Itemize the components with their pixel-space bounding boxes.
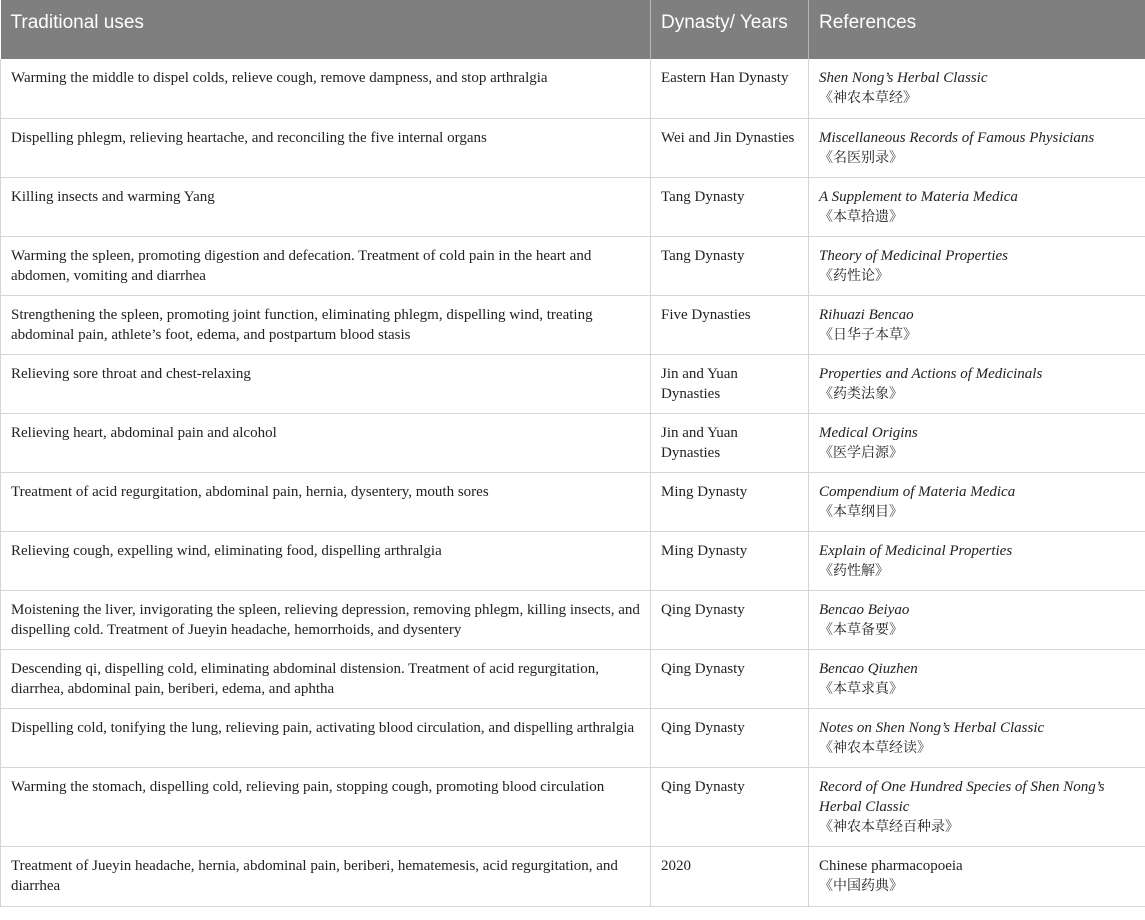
reference-cell [809,236,1145,295]
reference-cell [809,649,1145,708]
table-header [1,0,1145,59]
reference-cell [809,177,1145,236]
reference-cell [809,708,1145,767]
reference-english: Compendium of Materia Medica [819,483,1016,500]
table-row [1,413,1145,472]
reference-chinese: 《药类法象》 [819,385,903,402]
dynasty-cell: Ming Dynasty [651,472,809,531]
reference-english: Properties and Actions of Medicinals [819,365,1043,382]
table-row [1,295,1145,354]
header-row [1,0,1145,59]
header-dynasty-years: Dynasty/ Years [651,0,809,59]
reference-english: Rihuazi Bencao [819,306,914,323]
use-cell: Treatment of Jueyin headache, hernia, abdominal pain, beriberi, hematemesis, acid regurgitation, and diarrhea [1,846,651,906]
header-references: References [809,0,1145,59]
reference-chinese: 《本草纲目》 [819,503,903,520]
dynasty-cell: Tang Dynasty [651,177,809,236]
use-cell: Treatment of acid regurgitation, abdominal pain, hernia, dysentery, mouth sores [1,472,651,531]
table-row [1,236,1145,295]
reference-english: Theory of Medicinal Properties [819,247,1008,264]
use-cell: Warming the middle to dispel colds, relieve cough, remove dampness, and stop arthralgia [1,59,651,118]
reference-cell [809,846,1145,906]
use-cell: Warming the stomach, dispelling cold, relieving pain, stopping cough, promoting blood circulation [1,767,651,846]
reference-english: Miscellaneous Records of Famous Physicians [819,129,1095,146]
reference-cell [809,59,1145,118]
reference-cell [809,767,1145,846]
header-traditional-uses: Traditional uses [1,0,651,59]
use-cell: Dispelling cold, tonifying the lung, relieving pain, activating blood circulation, and dispelling arthralgia [1,708,651,767]
reference-chinese: 《药性论》 [819,267,889,284]
dynasty-cell: Qing Dynasty [651,767,809,846]
dynasty-cell: Wei and Jin Dynasties [651,118,809,177]
dynasty-cell: Jin and Yuan Dynasties [651,413,809,472]
reference-english: A Supplement to Materia Medica [819,188,1018,205]
dynasty-cell: Qing Dynasty [651,590,809,649]
table-row [1,708,1145,767]
dynasty-cell: Jin and Yuan Dynasties [651,354,809,413]
use-cell: Moistening the liver, invigorating the spleen, relieving depression, removing phlegm, killing insects, and dispelling cold. Treatment of Jueyin headache, hemorrhoids, and dysentery [1,590,651,649]
reference-chinese: 《神农本草经读》 [819,739,931,756]
dynasty-cell: Qing Dynasty [651,708,809,767]
reference-chinese: 《本草求真》 [819,680,903,697]
reference-chinese: 《本草拾遗》 [819,208,903,225]
reference-english: Notes on Shen Nong’s Herbal Classic [819,719,1045,736]
use-cell: Dispelling phlegm, relieving heartache, and reconciling the five internal organs [1,118,651,177]
use-cell: Relieving heart, abdominal pain and alcohol [1,413,651,472]
use-cell: Killing insects and warming Yang [1,177,651,236]
table-row [1,531,1145,590]
reference-cell [809,118,1145,177]
dynasty-cell: 2020 [651,846,809,906]
table-row [1,590,1145,649]
reference-english: Chinese pharmacopoeia [819,857,963,874]
use-cell: Warming the spleen, promoting digestion and defecation. Treatment of cold pain in the heart and abdomen, vomiting and diarrhea [1,236,651,295]
reference-chinese: 《中国药典》 [819,877,903,894]
reference-chinese: 《药性解》 [819,562,889,579]
use-cell: Relieving cough, expelling wind, eliminating food, dispelling arthralgia [1,531,651,590]
reference-chinese: 《神农本草经》 [819,90,917,106]
reference-cell [809,531,1145,590]
reference-chinese: 《医学启源》 [819,444,903,461]
table-row [1,59,1145,118]
table-row [1,354,1145,413]
table-row [1,177,1145,236]
reference-cell [809,354,1145,413]
table-row [1,649,1145,708]
dynasty-cell: Eastern Han Dynasty [651,59,809,118]
reference-english: Bencao Beiyao [819,601,910,618]
reference-cell [809,590,1145,649]
reference-cell [809,472,1145,531]
use-cell: Relieving sore throat and chest-relaxing [1,354,651,413]
dynasty-cell: Five Dynasties [651,295,809,354]
reference-cell [809,413,1145,472]
reference-english: Shen Nong’s Herbal Classic [819,70,988,86]
reference-chinese: 《名医别录》 [819,149,903,166]
reference-chinese: 《神农本草经百种录》 [819,818,959,835]
reference-english: Medical Origins [819,424,918,441]
table-row [1,118,1145,177]
reference-english: Explain of Medicinal Properties [819,542,1013,559]
reference-chinese: 《日华子本草》 [819,326,917,343]
reference-english: Bencao Qiuzhen [819,660,918,677]
use-cell: Strengthening the spleen, promoting joint function, eliminating phlegm, dispelling wind, treating abdominal pain, athlete’s foot, edema, and postpartum blood stasis [1,295,651,354]
reference-cell [809,295,1145,354]
dynasty-cell: Tang Dynasty [651,236,809,295]
dynasty-cell: Qing Dynasty [651,649,809,708]
table-row [1,846,1145,906]
table-row [1,472,1145,531]
table-body [1,59,1145,906]
reference-chinese: 《本草备要》 [819,621,903,638]
table-row [1,767,1145,846]
dynasty-cell: Ming Dynasty [651,531,809,590]
use-cell: Descending qi, dispelling cold, eliminating abdominal distension. Treatment of acid regurgitation, diarrhea, abdominal pain, beriberi, edema, and aphtha [1,649,651,708]
reference-english: Record of One Hundred Species of Shen Nong’s Herbal Classic [819,778,1105,815]
